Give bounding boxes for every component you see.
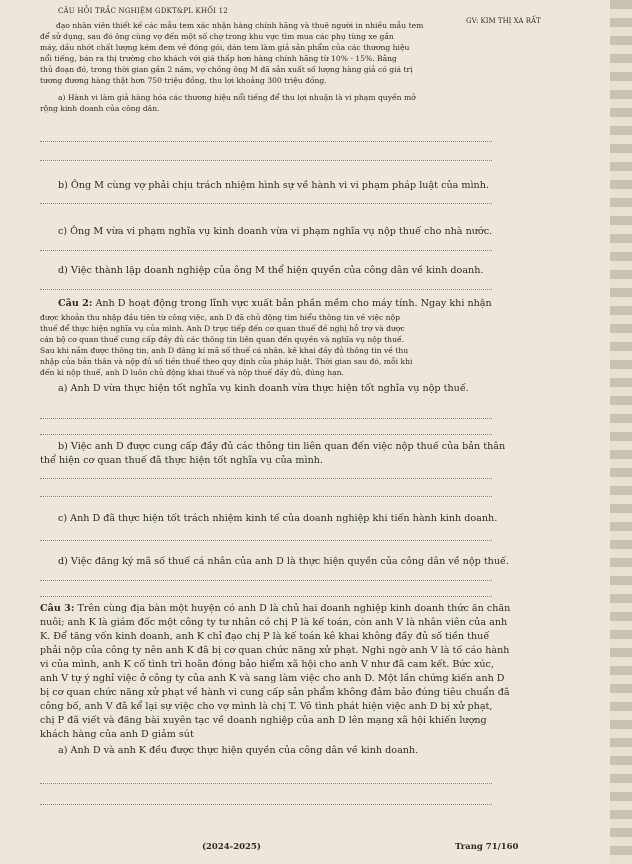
q2-label: Câu 2: bbox=[58, 298, 93, 309]
answer-line bbox=[40, 478, 492, 479]
intro-line: đạo nhân viên thiết kế các mẫu tem xác nhận hàng chính hãng và thuê người in nhiều mẫu tem bbox=[56, 21, 424, 30]
q2-first-line bbox=[58, 298, 492, 309]
header-title: CÂU HỎI TRẮC NGHIỆM GDKT&PL KHỐI 12 bbox=[58, 7, 228, 15]
answer-line bbox=[40, 141, 492, 142]
answer-line bbox=[40, 804, 492, 805]
q2-line: cán bộ cơ quan thuế cung cấp đầy đủ các thông tin liên quan đến quyền và nghĩa vụ nộp thuế. bbox=[40, 335, 405, 344]
q2-option-a: a) Anh D vừa thực hiện tốt nghĩa vụ kinh doanh vừa thực hiện tốt nghĩa vụ nộp thuế. bbox=[58, 383, 469, 394]
q2-line: được khoản thu nhập đầu tiên từ công việc, anh D đã chủ động tìm hiểu thông tin về việc nộp bbox=[40, 313, 400, 322]
q3-line: anh V tự ý nghỉ việc ở công ty của anh K và sang làm việc cho anh D. Một lần chứng kiến anh D bbox=[40, 673, 505, 684]
answer-line bbox=[40, 540, 492, 541]
q2-option-b-cont: thể hiện cơ quan thuế đã thực hiện tốt nghĩa vụ của mình. bbox=[40, 455, 323, 466]
q2-text: Anh D hoạt động trong lĩnh vực xuất bản phần mềm cho máy tính. Ngay khi nhận bbox=[92, 298, 492, 309]
q1-option-a: a) Hành vi làm giả hàng hóa các thương hiệu nổi tiếng để thu lợi nhuận là vi phạm quyền mở bbox=[58, 93, 416, 102]
answer-line bbox=[40, 289, 492, 290]
answer-line bbox=[40, 434, 492, 435]
q3-line: vi của mình, anh K cố tình trì hoãn đóng bảo hiểm xã hội cho anh V như đã cam kết. Bức xúc, bbox=[40, 659, 494, 670]
q3-line: nuôi; anh K là giám đốc một công ty tư nhân có chị P là kế toán, còn anh V là nhân viên của anh bbox=[40, 617, 508, 628]
answer-line bbox=[40, 203, 492, 204]
answer-line bbox=[40, 496, 492, 497]
intro-line: nổi tiếng, bán ra thị trường cho khách với giá thấp hơn hàng chính hãng từ 10% - 15%. Bằng bbox=[40, 54, 397, 63]
q2-option-d: d) Việc đăng ký mã số thuế cá nhân của anh D là thực hiện quyền của công dân về nộp thuế. bbox=[58, 556, 509, 567]
q3-line: chị P đã viết và đăng bài xuyên tạc về doanh nghiệp của anh D lên mạng xã hội khiến lượng bbox=[40, 715, 487, 726]
q1-option-b: b) Ông M cùng vợ phải chịu trách nhiệm hình sự về hành vi vi phạm pháp luật của mình. bbox=[58, 180, 489, 191]
q1-option-c: c) Ông M vừa vi phạm nghĩa vụ kinh doanh vừa vi phạm nghĩa vụ nộp thuế cho nhà nước. bbox=[58, 226, 493, 237]
q3-line: khách hàng của anh D giảm sút bbox=[40, 729, 194, 740]
q3-line: công bố, anh V đã kể lại sự việc cho vợ mình là chị T. Vô tình phát hiện việc anh D bị xử phạt, bbox=[40, 701, 493, 712]
footer-school-year: (2024-2025) bbox=[202, 842, 261, 852]
intro-line: máy, dầu nhớt chất lượng kém đem về đóng gói, dán tem làm giả sản phẩm của các thương hiệu bbox=[40, 43, 410, 52]
intro-line: tương đương hàng thật hơn 750 triệu đồng, thu lợi khoảng 300 triệu đồng. bbox=[40, 76, 327, 85]
q2-line: thuế để thực hiện nghĩa vụ của mình. Anh D trực tiếp đến cơ quan thuế đề nghị hỗ trợ và được bbox=[40, 324, 405, 333]
q2-line: đến kì nộp thuế, anh D luôn chủ động khai thuế và nộp thuế đầy đủ, đúng hạn. bbox=[40, 368, 344, 377]
q2-option-b: b) Việc anh D được cung cấp đầy đủ các thông tin liên quan đến việc nộp thuế của bản thân bbox=[58, 441, 506, 452]
answer-line bbox=[40, 250, 492, 251]
q1-option-d: d) Việc thành lập doanh nghiệp của ông M thể hiện quyền của công dân về kinh doanh. bbox=[58, 265, 484, 276]
q1-option-a-cont: rộng kinh doanh của công dân. bbox=[40, 104, 160, 113]
q2-option-c: c) Anh D đã thực hiện tốt trách nhiệm kinh tế của doanh nghiệp khi tiến hành kinh doanh. bbox=[58, 513, 498, 524]
answer-line bbox=[40, 580, 492, 581]
q3-line: K. Để tăng vốn kinh doanh, anh K chỉ đạo chị P là kế toán kê khai không đầy đủ số tiền thuế bbox=[40, 631, 490, 642]
intro-line: để sử dụng, sau đó ông cùng vợ đến một số chợ trong khu vực tìm mua các phụ tùng xe gắn bbox=[40, 32, 394, 41]
answer-line bbox=[40, 160, 492, 161]
q3-line: phải nộp của công ty nên anh K đã bị cơ quan chức năng xử phạt. Nghi ngờ anh V là tố cáo hành bbox=[40, 645, 510, 656]
q3-label: Câu 3: bbox=[40, 603, 75, 614]
header-teacher: GV: KIM THỊ XA RẤT bbox=[466, 17, 541, 25]
q3-option-a: a) Anh D và anh K đều được thực hiện quyền của công dân về kinh doanh. bbox=[58, 745, 419, 756]
answer-line bbox=[40, 418, 492, 419]
next-page-edge bbox=[610, 0, 632, 864]
q3-text: Trên cùng địa bàn một huyện có anh D là chủ hai doanh nghiệp kinh doanh thức ăn chăn bbox=[74, 603, 511, 614]
footer-page-number: Trang 71/160 bbox=[455, 842, 519, 852]
q2-line: Sau khi nắm được thông tin, anh D đăng kí mã số thuế cá nhân, kê khai đầy đủ thông tin về thu bbox=[40, 346, 409, 355]
q2-line: nhập của bản thân và nộp đủ số tiền thuế theo quy định của pháp luật. Thời gian sau đó, mỗi khi bbox=[40, 357, 413, 366]
answer-line bbox=[40, 783, 492, 784]
q3-first-line bbox=[40, 603, 510, 614]
answer-line bbox=[40, 596, 492, 597]
q3-line: bị cơ quan chức năng xử phạt về hành vi cung cấp sản phẩm không đảm bảo đúng tiêu chuẩn đã bbox=[40, 687, 510, 698]
intro-line: thủ đoạn đó, trong thời gian gần 2 năm, vợ chồng ông M đã sản xuất số lượng hàng giả có giá trị bbox=[40, 65, 413, 74]
